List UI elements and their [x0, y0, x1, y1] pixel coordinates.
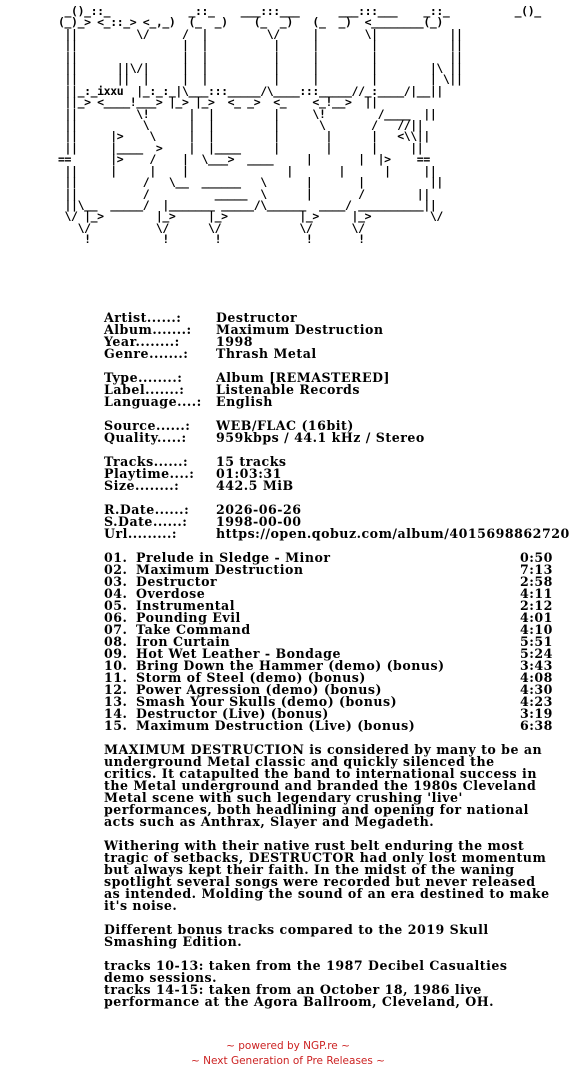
- info-key: Playtime....:: [104, 466, 195, 481]
- track-number: 10.: [104, 658, 128, 673]
- description-paragraph-3: Different bonus tracks compared to the 2019 Skull Smashing Edition.: [104, 922, 489, 949]
- info-url-value: https://open.qobuz.com/album/4015698862720: [216, 526, 570, 541]
- info-value: 1998: [216, 334, 254, 349]
- info-key: R.Date......:: [104, 502, 190, 517]
- info-key: Genre.......:: [104, 346, 189, 361]
- info-value: Destructor: [216, 310, 298, 325]
- info-key: Url.........:: [104, 526, 178, 541]
- track-length: 6:38: [520, 718, 553, 733]
- track-length: 4:11: [520, 586, 553, 601]
- track-number: 09.: [104, 646, 128, 661]
- info-value: 959kbps / 44.1 kHz / Stereo: [216, 430, 425, 445]
- track-title: Power Agression (demo) (bonus): [136, 682, 382, 697]
- track-number: 05.: [104, 598, 128, 613]
- track-title: Take Command: [136, 622, 251, 637]
- track-number: 01.: [104, 550, 128, 565]
- tracklist: [104, 552, 564, 732]
- track-length: 3:19: [520, 706, 553, 721]
- info-key: Artist......:: [104, 310, 182, 325]
- description-note-1: tracks 10-13: taken from the 1987 Decibel Casualties demo sessions.: [104, 958, 508, 985]
- track-title: Destructor: [136, 574, 218, 589]
- info-size: [104, 480, 564, 492]
- track-row: [104, 720, 552, 732]
- info-key: Quality.....:: [104, 430, 187, 445]
- info-value: 01:03:31: [216, 466, 282, 481]
- info-key: Year........:: [104, 334, 180, 349]
- track-title: Storm of Steel (demo) (bonus): [136, 670, 366, 685]
- info-language: [104, 396, 564, 408]
- track-length: 0:50: [520, 550, 553, 565]
- ascii-logo: _()_::_ _::_ ___:::___ ___:::___ _::_ _()_ (_)_> <_::_> <_,_) (_ _) (_ _) (_ _) <________(_) || \/ / | \/ | \| || || | | | | | || || | | | | | || || ||\/| | | | | | |\ || || || | | | | | | | \|| ||_:_ixxu |_:_:_|\___:::_____/\____:::_____//_:____/|__|| ||_> <____!___> |_> |_> <_ _> <_ <_!__> || || \! | | | \! /____ || || \ | | | \ / //|| || |> \ | | | | | <\\|| || |____ > | |____ | | | || == |> / | \___> ____ | | |> == || | | | | | | || || / \__ ______ \ | | || || / _____ \ | / || ||\__ _____/ |_______ _____/\______ ____/ __________|| \/ |_> |_> |_> |_> |_> \/ \/ \/ \/ \/ \/ ! ! ! ! !: [58, 4, 541, 247]
- description-paragraph-2: Withering with their native rust belt enduring the most tragic of setbacks, DESTRUCTOR had only lost momentum but always kept their faith. In the midst of the waning spotlight several songs were recorded but never released as intended. Molding the sound of an era destined to make it's noise.: [104, 838, 550, 913]
- track-title: Maximum Destruction (Live) (bonus): [136, 718, 416, 733]
- track-number: 11.: [104, 670, 128, 685]
- track-length: 5:51: [520, 634, 553, 649]
- info-key: Label.......:: [104, 382, 185, 397]
- info-value: 15 tracks: [216, 454, 287, 469]
- track-number: 04.: [104, 586, 128, 601]
- info-value: Maximum Destruction: [216, 322, 384, 337]
- info-key: Language....:: [104, 394, 202, 409]
- info-key: Size........:: [104, 478, 180, 493]
- info-value: Thrash Metal: [216, 346, 317, 361]
- track-number: 02.: [104, 562, 128, 577]
- track-title: Smash Your Skulls (demo) (bonus): [136, 694, 398, 709]
- info-value: Album [REMASTERED]: [216, 370, 390, 385]
- track-length: 5:24: [520, 646, 553, 661]
- track-length: 2:58: [520, 574, 553, 589]
- info-value: 442.5 MiB: [216, 478, 294, 493]
- description-note-2: tracks 14-15: taken from an October 18, 1986 live performance at the Agora Ballroom, Cleveland, OH.: [104, 982, 494, 1009]
- info-key: Type........:: [104, 370, 183, 385]
- track-length: 4:10: [520, 622, 553, 637]
- info-genre: [104, 348, 564, 360]
- track-number: 13.: [104, 694, 128, 709]
- track-title: Destructor (Live) (bonus): [136, 706, 329, 721]
- info-value: Listenable Records: [216, 382, 360, 397]
- footer-powered-by: ~ powered by NGP.re ~: [226, 1040, 350, 1052]
- description-paragraph-1: MAXIMUM DESTRUCTION is considered by many to be an underground Metal classic and quickly silenced the critics. It catapulted the band to international success in the Metal underground and branded the 1980s Cleveland Metal scene with such legendary crushing 'live' performances, both headlining and opening for national acts such as Anthrax, Slayer and Megadeth.: [104, 742, 543, 829]
- track-title: Bring Down the Hammer (demo) (bonus): [136, 658, 445, 673]
- track-title: Pounding Evil: [136, 610, 241, 625]
- info-value: WEB/FLAC (16bit): [216, 418, 354, 433]
- track-length: 4:30: [520, 682, 553, 697]
- track-length: 2:12: [520, 598, 553, 613]
- info-value: English: [216, 394, 273, 409]
- track-length: 3:43: [520, 658, 553, 673]
- info-quality: [104, 432, 564, 444]
- track-title: Iron Curtain: [136, 634, 231, 649]
- info-key: Album.......:: [104, 322, 192, 337]
- info-key: Tracks......:: [104, 454, 189, 469]
- track-number: 15.: [104, 718, 128, 733]
- nfo-content: [104, 310, 570, 1009]
- footer-tagline: ~ Next Generation of Pre Releases ~: [191, 1055, 385, 1067]
- track-number: 06.: [104, 610, 128, 625]
- track-title: Overdose: [136, 586, 206, 601]
- track-length: 7:13: [520, 562, 553, 577]
- track-number: 07.: [104, 622, 128, 637]
- info-key: S.Date......:: [104, 514, 188, 529]
- info-value: 2026-06-26: [216, 502, 302, 517]
- track-title: Hot Wet Leather - Bondage: [136, 646, 341, 661]
- track-length: 4:23: [520, 694, 553, 709]
- track-number: 08.: [104, 634, 128, 649]
- track-number: 03.: [104, 574, 128, 589]
- track-number: 14.: [104, 706, 128, 721]
- track-length: 4:01: [520, 610, 553, 625]
- track-length: 4:08: [520, 670, 553, 685]
- track-title: Instrumental: [136, 598, 236, 613]
- track-number: 12.: [104, 682, 128, 697]
- info-value: 1998-00-00: [216, 514, 302, 529]
- track-title: Prelude in Sledge - Minor: [136, 550, 331, 565]
- track-title: Maximum Destruction: [136, 562, 304, 577]
- info-url: [104, 526, 570, 541]
- info-key: Source......:: [104, 418, 191, 433]
